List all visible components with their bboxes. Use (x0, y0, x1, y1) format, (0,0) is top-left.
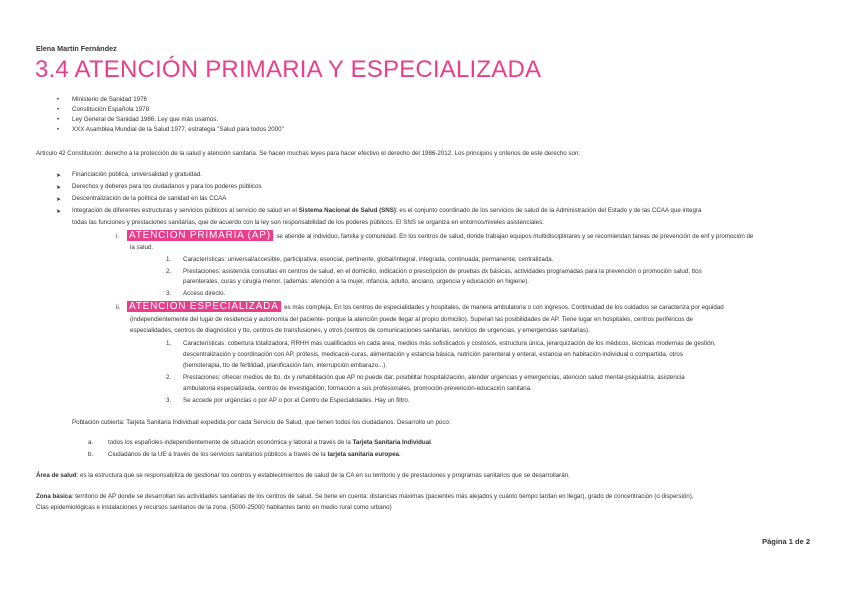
zona-basica-term: Zona básica (36, 493, 72, 500)
specialized-item: (hemoterapia, tto de fertilidad, planificación fam, interrupción embarazo...). (183, 362, 387, 369)
bullet-dot-icon: • (57, 97, 60, 103)
primary-item: Acceso directo. (183, 290, 226, 297)
principle-item: Financiación pública, universalidad y gratuidad. (72, 171, 203, 178)
population-item (108, 439, 433, 447)
article-paragraph: Artículo 42 Constitución: derecho a la protección de la salud y atención sanitaria. Se hacen muchas leyes para hacer efectivo el derecho del 1986-2012. Los principios y criterios de este derecho son: (36, 150, 581, 157)
arrow-bullet-icon: ➤ (56, 173, 62, 179)
primary-item: parenterales, curas y cirugía menor. (además: atención a la mujer, infancia, adulto, anciano, urgencia y educación en higiene). (183, 278, 530, 285)
principle-item: Derechos y deberes para los ciudadanos y para los poderes públicos (72, 183, 262, 190)
list-marker: 3. (166, 397, 172, 404)
population-text: . (430, 439, 433, 446)
primary-care-label: ATENCIÓN PRIMARIA (AP) (129, 230, 271, 241)
list-marker: 2. (166, 374, 172, 381)
intro-bullet: Constitución Española 1978 (72, 106, 150, 113)
arrow-bullet-icon: ➤ (56, 197, 62, 203)
card-term: tarjeta sanitaria europea (327, 451, 399, 458)
primary-item: Características: universal/accesible, participativa, esencial, pertinente, global/integral, integrada, continuada, permanente, centralizada. (183, 256, 554, 263)
list-marker: 2. (166, 268, 172, 275)
author-name: Elena Martín Fernández (36, 44, 117, 53)
bullet-dot-icon: • (57, 117, 60, 123)
population-item (108, 451, 401, 459)
sns-term: Sistema Nacional de Salud (SNS) (298, 207, 396, 214)
arrow-bullet-icon: ➤ (56, 209, 62, 215)
specialized-text: : es más compleja. En los centros de especialidades y hospitales, de manera ambulatoria o con ingresos. Continuidad de los cuidados se caracteriza por equidad (280, 304, 724, 311)
specialized-item: ambulatoria especializada, centros de investigación, formación a sus profesionales, promoción-prevención-educación sanitaria. (183, 385, 532, 392)
integration-text: Integración de diferentes estructuras y servicios públicos al servicio de salud en el (72, 207, 299, 214)
list-marker: a. (88, 439, 94, 446)
zona-basica-text: : territorio de AP donde se desarrollan las actividades sanitarias de los centros de salud. Se tiene en cuenta: distancias máximas (pacientes más alejados y cuánto tiempo tardan en llegar), grado de concentración (o dispersión), (71, 493, 694, 500)
page-number: Página 1 de 2 (762, 537, 810, 546)
specialized-line: (independientemente del lugar de residencia y autonomía del paciente- porque la atención puede llegar al propio domicilio). Superan las posibilidades de AP. Tiene lugar en hospitales, centros periféricos de (130, 316, 693, 323)
intro-bullet: XXX Asamblea Mundial de la Salud 1977, estrategia "Salud para todos 2000" (72, 126, 284, 133)
list-marker: ii. (116, 304, 121, 311)
arrow-bullet-icon: ➤ (56, 185, 62, 191)
list-marker: 1. (166, 256, 172, 263)
list-marker: b. (88, 451, 94, 458)
integration-line (72, 207, 701, 215)
primary-line (127, 230, 753, 242)
list-marker: i. (116, 233, 120, 240)
primary-line: la salud. (130, 244, 154, 251)
specialized-item: Características: cobertura totalizadora, RRHH más cualificados en cada área, medios más sofisticados y costosos, estructura única, jerarquización de los médicos, técnicas modernas de gestión, (183, 340, 716, 347)
specialized-line: especialidades, centros de diagnóstico y tto, centros de transfusiones, y otros (centros de comunicaciones sanitarias, servicios de urgencias, y emergencias sanitarias). (130, 327, 590, 334)
card-term: Tarjeta Sanitaria Individual (352, 439, 431, 446)
area-salud-term: Área de salud (36, 472, 77, 479)
primary-item: Prestaciones: asistencia consultas en centros de salud, en el domicilio, indicación o prescripción de pruebas dx básicas, actividades programadas para la prevención o promoción salud, ttos (183, 268, 702, 275)
population-text: Ciudadanos de la UE a través de los servicios sanitarios públicos a través de la (108, 451, 328, 458)
zona-basica-paragraph: Ctas epidemiológicas e instalaciones y recursos sanitarios de la zona. (5000-25000 habitantes tanto en medio rural como urbano) (36, 504, 392, 511)
bullet-dot-icon: • (57, 127, 60, 133)
specialized-care-label: ATENCIÓN ESPECIALIZADA (129, 301, 279, 312)
zona-basica-paragraph (36, 493, 694, 501)
intro-bullet: Ley General de Sanidad 1986. Ley que más usamos. (72, 116, 219, 123)
bullet-dot-icon: • (57, 107, 60, 113)
specialized-item: Prestaciones: ofrecer medios de tto, dx y rehabilitación que AP no puede dar, posibilitar hospitalización, atender urgencias y emergencias, atención salud mental-psiquiatría, asistencia (183, 374, 685, 381)
area-salud-text: : es la estructura que se responsabiliza de gestionar los centros y establecimientos de salud de la CA en su territorio y de prestaciones y programas sanitarios que se desarrollarán. (76, 472, 570, 479)
intro-bullet: Ministerio de Sanidad 1976 (72, 96, 147, 103)
population-text: . (398, 451, 401, 458)
population-text: todos los españoles independientemente de situación económica y laboral a través de la (108, 439, 353, 446)
area-salud-paragraph (36, 472, 570, 480)
list-marker: 1. (166, 340, 172, 347)
population-paragraph: Población cubierta: Tarjeta Sanitaria Individual expedida por cada Servicio de Salud, que tienen todos los ciudadanos. Desarrollo un poco: (72, 419, 451, 426)
primary-text: : se atiende al individuo, familia y comunidad. En los centros de salud, donde trabajan equipos multidisciplinares y se recomiendan tareas de prevención de enf y promoción de (272, 233, 754, 240)
integration-line: todas las funciones y prestaciones sanitarias, que de acuerdo con la ley son responsabilidad de los poderes públicos. El SNS se organiza en entornos/niveles asistenciales: (72, 219, 544, 226)
page-title: 3.4 ATENCIÓN PRIMARIA Y ESPECIALIZADA (35, 56, 542, 83)
list-marker: 3. (166, 290, 172, 297)
specialized-line (127, 301, 724, 313)
integration-text: : es el conjunto coordinado de los servicios de salud de la Administración del Estado y de las CCAA que integra (395, 207, 702, 214)
principle-item: Descentralización de la política de sanidad en las CCAA (72, 195, 227, 202)
specialized-item: Se accede por urgencias o por AP o por el Centro de Especialidades. Hay un filtro. (183, 397, 410, 404)
specialized-item: descentralización y coordinación con AP, prótesis, medicació-curas, alimentación y estancia básica, nutrición parenteral y enteral, estancia en habitación individual o compartida, otros (183, 351, 683, 358)
